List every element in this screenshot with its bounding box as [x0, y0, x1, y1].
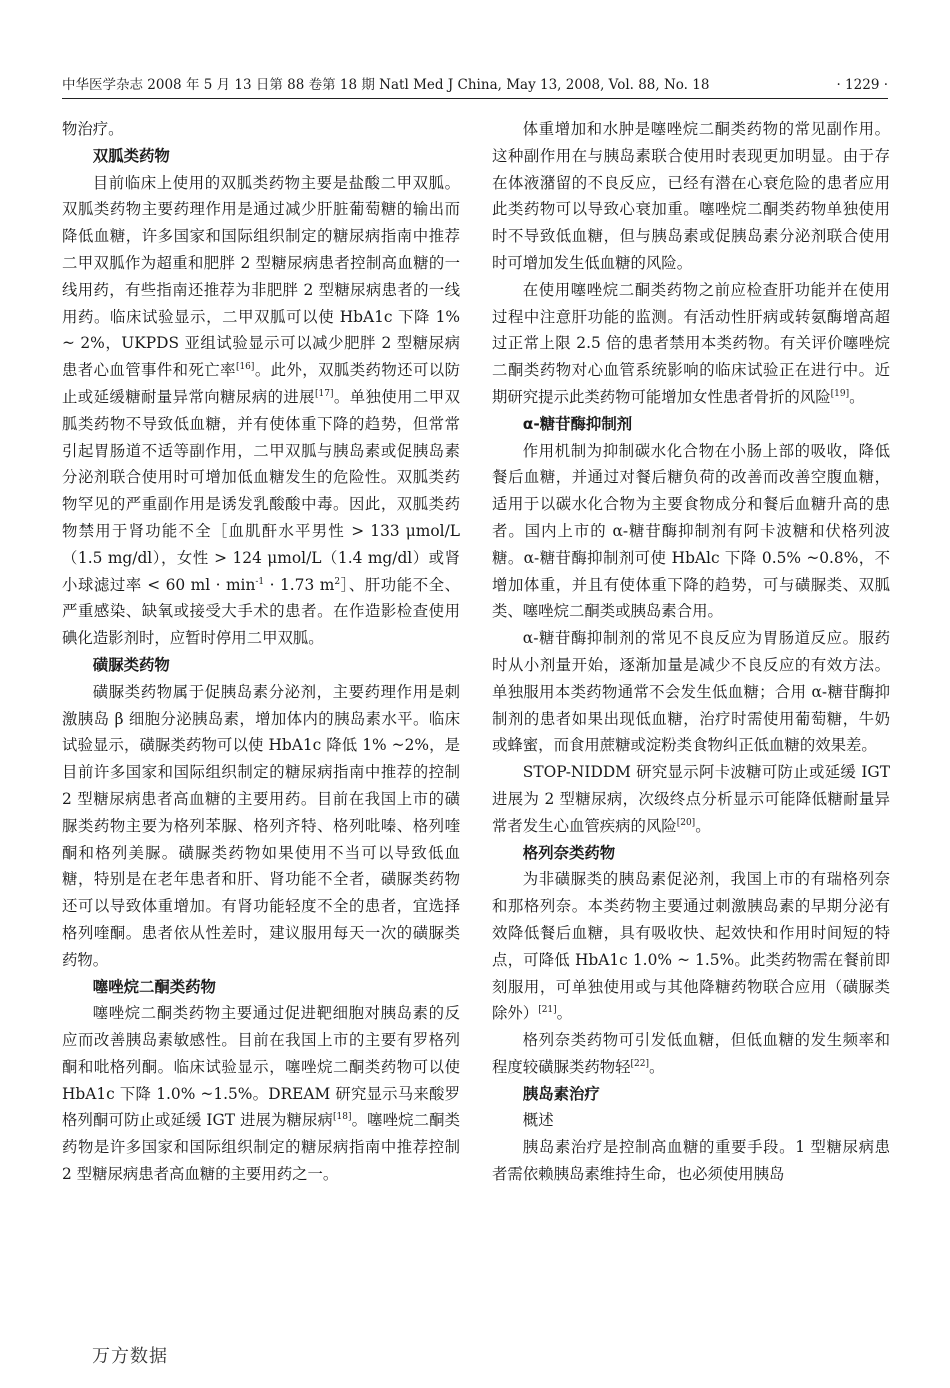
section-heading-insulin: 胰岛素治疗: [522, 1084, 600, 1103]
right-column: [492, 116, 890, 1188]
journal-citation: 中华医学杂志 2008 年 5 月 13 日第 88 卷第 18 期 Natl Med J China, May 13, 2008, Vol. 88, No. 18: [62, 77, 710, 93]
section-heading-biguanides: 双胍类药物: [92, 146, 170, 165]
citation-17: [17]: [315, 388, 334, 399]
left-column: [62, 116, 460, 1188]
paragraph-sulfonylureas: 磺脲类药物属于促胰岛素分泌剂，主要药理作用是刺激胰岛 β 细胞分泌胰岛素，增加体内的胰岛素水平。临床试验显示，磺脲类药物可以使 HbA1c 降低 1% ~2%，是目前许多国家和国际组织制定的糖尿病指南中推荐的控制 2 型糖尿病患者高血糖的主要用药。目前在我国上市的磺脲类药物主要为格列苯脲、格列齐特、格列吡嗪、格列喹酮和格列美脲。磺脲类药物如果使用不当可以导致低血糖，特别是在老年患者和肝、肾功能不全者，磺脲类药物还可以导致体重增加。有肾功能轻度不全的患者，宜选择格列喹酮。患者依从性差时，建议服用每天一次的磺脲类药物。: [62, 682, 460, 969]
citation-20: [20]: [676, 817, 696, 828]
paragraph-glinides-hypoglycemia: 格列奈类药物可引发低血糖，但低血糖的发生频率和程度较磺脲类药物轻[22]。: [492, 1031, 890, 1076]
superscript-minus-one: -1: [255, 576, 265, 587]
citation-16: [16]: [235, 362, 255, 373]
paragraph-alpha-glucosidase-adverse: α-糖苷酶抑制剂的常见不良反应为胃肠道反应。服药时从小剂量开始，逐渐加量是减少不良反应的有效方法。单独服用本类药物通常不会发生低血糖；合用 α-糖苷酶抑制剂的患者如果出现低血糖，治疗时需使用葡萄糖，牛奶或蜂蜜，而食用蔗糖或淀粉类食物纠正低血糖的效果差。: [492, 629, 890, 755]
paragraph-glinides: 为非磺脲类的胰岛素促泌剂，我国上市的有瑞格列奈和那格列奈。本类药物主要通过刺激胰岛素的早期分泌有效降低餐后血糖，具有吸收快、起效快和作用时间短的特点，可降低 HbA1c 1.0% ~ 1.5%。此类药物需在餐前即刻服用，可单独使用或与其他降糖药物联合应用（磺脲类除外）[21]。: [492, 870, 890, 1023]
page-number: · 1229 ·: [836, 77, 888, 93]
section-heading-glinides: 格列奈类药物: [522, 843, 616, 862]
citation-22: [22]: [630, 1058, 650, 1069]
paragraph-continuation: 物治疗。: [62, 120, 124, 138]
section-heading-thiazolidinediones: 噻唑烷二酮类药物: [92, 977, 216, 996]
wanfang-watermark: 万方数据: [92, 1346, 168, 1367]
paragraph-biguanides: 目前临床上使用的双胍类药物主要是盐酸二甲双胍。双胍类药物主要药理作用是通过减少肝脏葡萄糖的输出而降低血糖，许多国家和国际组织制定的糖尿病指南中推荐二甲双胍作为超重和肥胖 2 型糖尿病患者控制高血糖的一线用药，有些指南还推荐为非肥胖 2 型糖尿病患者的一线用药。临床试验显示，二甲双胍可以使 HbA1c 下降 1% ~ 2%，UKPDS 亚组试验显示可以减少肥胖 2 型糖尿病患者心血管事件和死亡率[16]。此外，双胍类药物还可以防止或延缓糖耐量异常向糖尿病的进展[17]。单独使用二甲双胍类药物不导致低血糖，并有使体重下降的趋势，但常常引起胃肠道不适等副作用，二甲双胍与胰岛素或促胰岛素分泌剂联合使用时可增加低血糖发生的危险性。双胍类药物罕见的严重副作用是诱发乳酸酸中毒。因此，双胍类药物禁用于肾功能不全［血肌酐水平男性 > 133 μmol/L（1.5 mg/dl），女性 > 124 μmol/L（1.4 mg/dl）或肾小球滤过率 < 60 ml · $\min^{-1} \cdot 1.73$ $m^2]$、肝功能不全、严重感染、缺氧或接受大手术的患者。在作造影检查使用碘化造影剂时，应暂时停用二甲双胍。: [62, 173, 460, 648]
running-header: [62, 72, 888, 99]
citation-18: [18]: [333, 1112, 352, 1123]
section-heading-alpha-glucosidase: α-糖苷酶抑制剂: [522, 414, 633, 433]
paragraph-tzd-side-effects: 体重增加和水肿是噻唑烷二酮类药物的常见副作用。这种副作用在与胰岛素联合使用时表现更加明显。由于存在体液潴留的不良反应，已经有潜在心衰危险的患者应用此类药物可以导致心衰加重。噻唑烷二酮类药物单独使用时不导致低血糖，但与胰岛素或促胰岛素分泌剂联合使用时可增加发生低血糖的风险。: [492, 120, 890, 272]
subsection-heading-overview: 概述: [522, 1111, 554, 1130]
citation-19: [19]: [830, 388, 850, 399]
superscript-two: 2: [334, 576, 341, 587]
section-heading-sulfonylureas: 磺脲类药物: [92, 655, 170, 674]
paragraph-thiazolidinediones: 噻唑烷二酮类药物主要通过促进靶细胞对胰岛素的反应而改善胰岛素敏感性。目前在我国上市的主要有罗格列酮和吡格列酮。临床试验显示，噻唑烷二酮类药物可以使 HbA1c 下降 1.0% ~1.5%。DREAM 研究显示马来酸罗格列酮可防止或延缓 IGT 进展为糖尿病[18]。噻唑烷二酮类药物是许多国家和国际组织制定的糖尿病指南中推荐控制 2 型糖尿病患者高血糖的主要用药之一。: [62, 1004, 460, 1184]
paragraph-stop-niddm: STOP-NIDDM 研究显示阿卡波糖可防止或延缓 IGT 进展为 2 型糖尿病，次级终点分析显示可能降低糖耐量异常者发生心血管疾病的风险[20]。: [492, 763, 890, 835]
paragraph-alpha-glucosidase-mechanism: 作用机制为抑制碳水化合物在小肠上部的吸收，降低餐后血糖，并通过对餐后糖负荷的改善而改善空腹血糖，适用于以碳水化合物为主要食物成分和餐后血糖升高的患者。国内上市的 α-糖苷酶抑制剂有阿卡波糖和伏格列波糖。α-糖苷酶抑制剂可使 HbAlc 下降 0.5% ~0.8%，不增加体重，并且有使体重下降的趋势，可与磺脲类、双胍类、噻唑烷二酮类或胰岛素合用。: [492, 441, 890, 621]
paragraph-insulin-overview: 胰岛素治疗是控制高血糖的重要手段。1 型糖尿病患者需依赖胰岛素维持生命，也必须使用胰岛: [492, 1138, 890, 1184]
paragraph-tzd-liver: 在使用噻唑烷二酮类药物之前应检查肝功能并在使用过程中注意肝功能的监测。有活动性肝病或转氨酶增高超过正常上限 2.5 倍的患者禁用本类药物。有关评价噻唑烷二酮类药物对心血管系统影响的临床试验正在进行中。近期研究提示此类药物可能增加女性患者骨折的风险[19]。: [492, 280, 890, 406]
citation-21: [21]: [538, 1005, 557, 1016]
